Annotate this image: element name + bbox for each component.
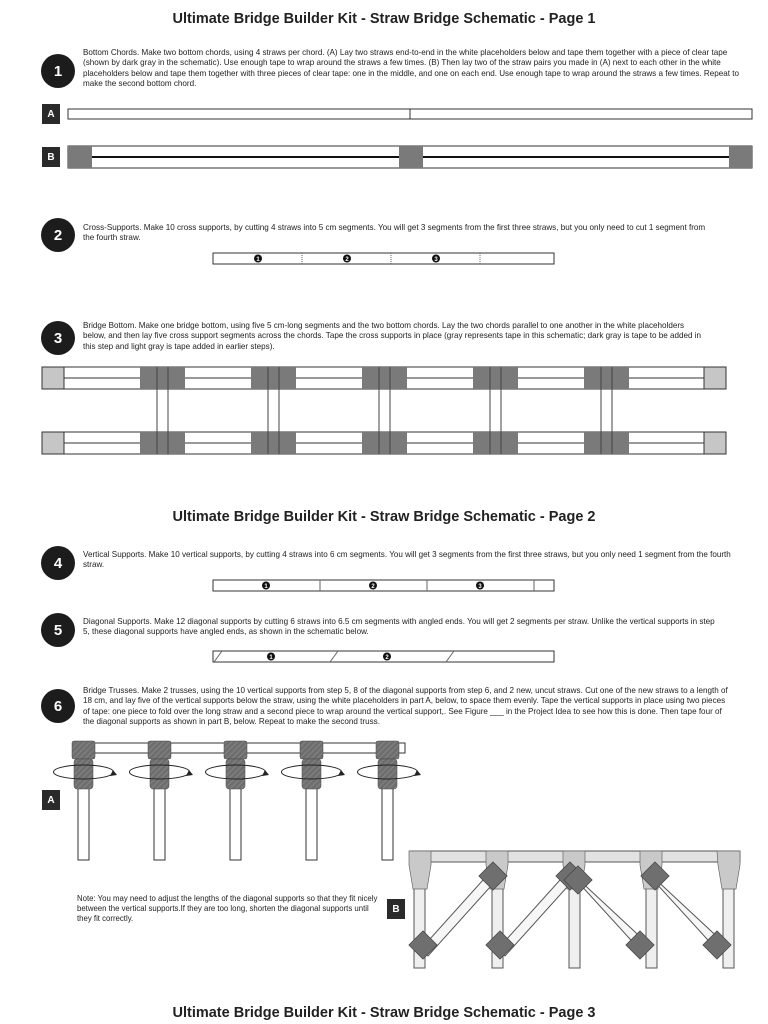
step-6-part-a-label: A — [42, 790, 60, 810]
step-3-bridge-bottom — [42, 367, 726, 454]
step-1-part-b-label: B — [42, 147, 60, 167]
step-2-text: Cross-Supports. Make 10 cross supports, by cutting 4 straws into 5 cm segments. You will get 3 segments from the first three straws, but you only need to cut 1 segment from the fourth straw. — [83, 223, 706, 243]
step-3-text: Bridge Bottom. Make one bridge bottom, using five 5 cm-long segments and the two bottom chords. Lay the two chords parallel to one another in the white placeholders below, and then lay five cross support segments across the chords. Tape the cross supports in place (gray represents tape in this schematic; dark gray is tape to be added in this step and light gray is tape added in earlier steps). — [83, 321, 702, 351]
step-5-marker-2: 2 — [385, 654, 389, 661]
step-5-badge: 5 — [41, 613, 75, 647]
page-3-title: Ultimate Bridge Builder Kit - Straw Bridge Schematic - Page 3 — [172, 1005, 596, 1021]
step-1a-straw-placeholders — [68, 109, 752, 119]
step-2-marker-2: 2 — [345, 256, 349, 263]
truss-note: Note: You may need to adjust the lengths of the diagonal supports so that they fit nicely between the vertical supports.If they are too long, shorten the diagonal supports until they fit correctly. — [77, 894, 378, 923]
step-4-marker-1: 1 — [264, 583, 268, 590]
page-2-title: Ultimate Bridge Builder Kit - Straw Bridge Schematic - Page 2 — [172, 509, 596, 525]
step-6b-truss-diagonals — [409, 851, 740, 968]
step-6-badge: 6 — [41, 689, 75, 723]
step-5-text: Diagonal Supports. Make 12 diagonal supports by cutting 6 straws into 6.5 cm segments with angled ends. You will get 2 segments per straw. Unlike the vertical supports in step 5, these diagonal supports have angled ends, as shown in the schematic below. — [83, 617, 715, 637]
step-2-badge: 2 — [41, 218, 75, 252]
step-6-part-b-label: B — [387, 899, 405, 919]
step-1-text: Bottom Chords. Make two bottom chords, using 4 straws per chord. (A) Lay two straws end-to-end in the white placeholders below and tape them together with a piece of clear tape (shown by dark gray in the schematic). Use enough tape to wrap around the straws a few times. (B) Then lay two of the straw pairs you made in (A) next to each other in the white placeholders below and tape them together with three pieces of clear tape: one in the middle, and one on each end. Use enough tape to wrap around the straws a few times. Repeat to make the second bottom chord. — [83, 48, 740, 89]
step-4-marker-2: 2 — [371, 583, 375, 590]
step-4-badge: 4 — [41, 546, 75, 580]
step-5-marker-1: 1 — [269, 654, 273, 661]
page-1-title: Ultimate Bridge Builder Kit - Straw Bridge Schematic - Page 1 — [172, 11, 596, 27]
step-2-segment-strip — [213, 253, 554, 264]
step-1-part-a-label: A — [42, 104, 60, 124]
step-4-text: Vertical Supports. Make 10 vertical supports, by cutting 4 straws into 6 cm segments. You will get 3 segments from the first three straws, but you only need 1 segment from the fourth straw. — [83, 550, 731, 570]
step-2-marker-3: 3 — [434, 256, 438, 263]
step-6-text: Bridge Trusses. Make 2 trusses, using the 10 vertical supports from step 5, 8 of the diagonal supports from step 6, and 2 new, uncut straws. Cut one of the new straws to a length of 18 cm, and lay five of the vertical supports below the straw, using the white placeholders in part A, below, to space them evenly. Tape the vertical supports in place using two pieces of tape: one piece to fold over the long straw and a second piece to wrap around the vertical support,. See Figure ___ in the Project Idea to see how this is done. Then tape four of the diagonal supports as shown in part B, below. Repeat to make the second truss. — [83, 686, 728, 727]
step-4-marker-3: 3 — [478, 583, 482, 590]
step-1b-chord — [68, 146, 752, 168]
step-3-badge: 3 — [41, 321, 75, 355]
step-1-badge: 1 — [41, 54, 75, 88]
step-6a-truss-assembly — [54, 741, 422, 860]
step-2-marker-1: 1 — [256, 256, 260, 263]
